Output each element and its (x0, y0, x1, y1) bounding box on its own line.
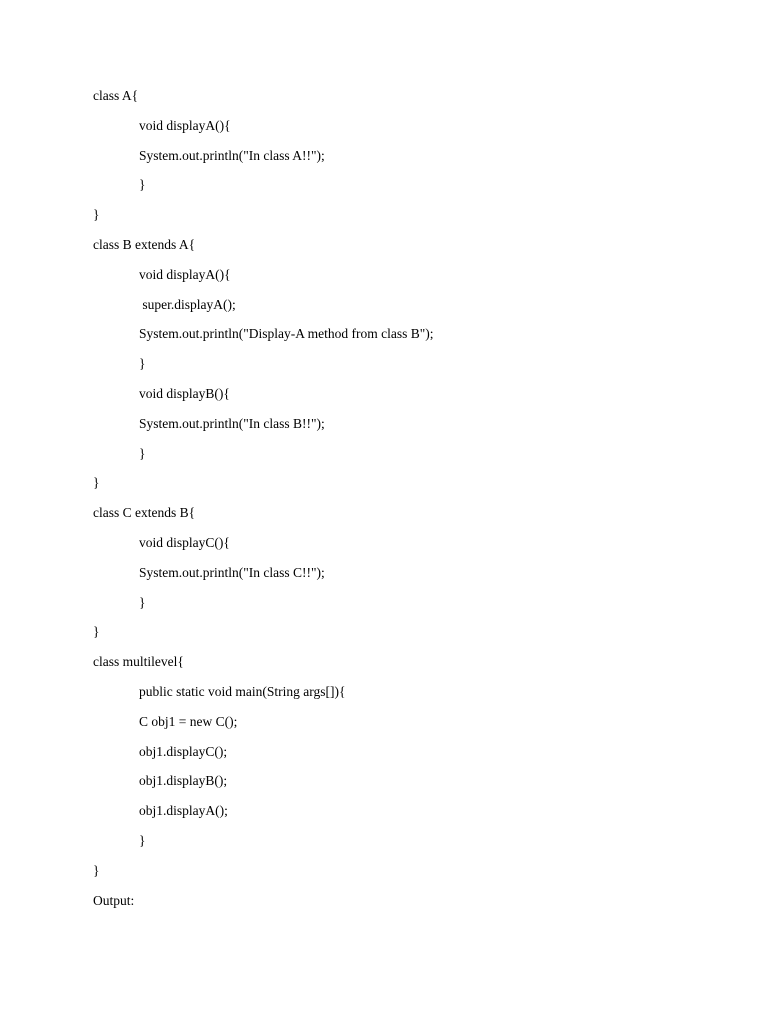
code-line: void displayB(){ (139, 386, 230, 401)
code-line: class B extends A{ (93, 237, 196, 252)
code-line: } (139, 445, 146, 461)
output-label: Output: (93, 892, 135, 908)
code-line: } (93, 475, 100, 491)
code-line: void displayA(){ (139, 117, 231, 133)
code-line: C obj1 = new C(); (139, 713, 238, 729)
code-line: } (139, 833, 146, 848)
code-line: System.out.println("In class B!!"); (139, 415, 325, 431)
code-line: } (139, 356, 146, 372)
code-line: } (93, 207, 100, 223)
code-line: class multilevel{ (93, 654, 184, 670)
code-line: class A{ (93, 88, 139, 103)
code-line: System.out.println("In class A!!"); (139, 147, 325, 163)
code-line: System.out.println("In class C!!"); (139, 564, 325, 580)
code-line: } (139, 177, 146, 193)
code-line: public static void main(String args[]){ (139, 684, 346, 699)
code-line: System.out.println("Display-A method from class B"); (139, 326, 434, 342)
code-line: } (93, 862, 100, 878)
code-line: obj1.displayB(); (139, 773, 228, 789)
code-line: obj1.displayC(); (139, 743, 228, 759)
code-line: void displayC(){ (139, 535, 230, 550)
code-line: } (93, 624, 100, 640)
code-line: class C extends B{ (93, 505, 196, 521)
code-line: super.displayA(); (139, 296, 236, 312)
code-line: obj1.displayA(); (139, 803, 228, 819)
code-line: } (139, 594, 146, 610)
code-line: void displayA(){ (139, 266, 231, 282)
